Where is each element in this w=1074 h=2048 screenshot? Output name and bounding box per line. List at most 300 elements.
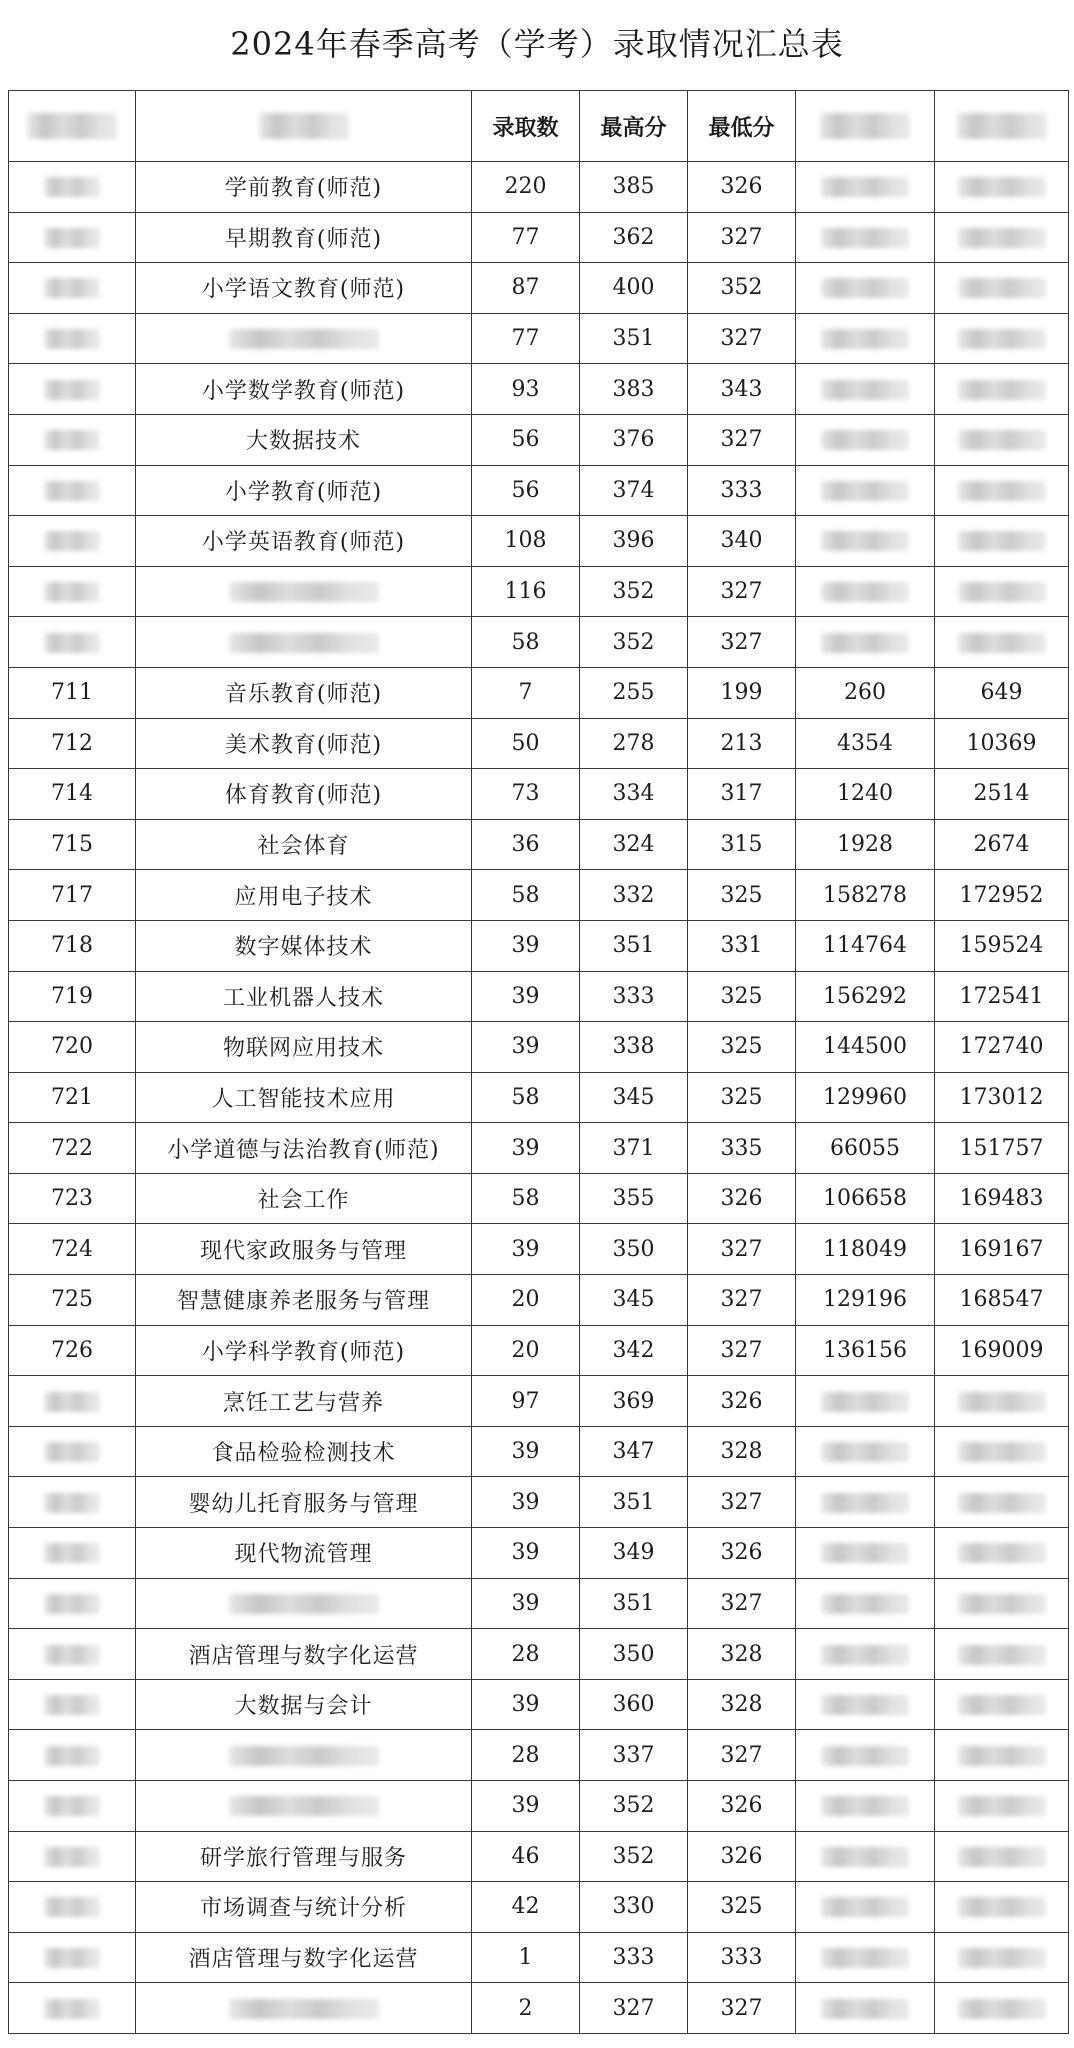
rank-cell-a [796, 1831, 935, 1882]
rank-cell-a [796, 1730, 935, 1781]
redacted-value [821, 278, 909, 298]
admitted-count-cell: 108 [472, 516, 580, 567]
max-score-cell: 349 [580, 1528, 688, 1579]
admissions-table-container [8, 90, 1068, 2034]
rank-cell-b [935, 1831, 1069, 1882]
rank-cell-b [935, 1629, 1069, 1680]
code-cell [9, 1679, 136, 1730]
major-name-cell: 酒店管理与数字化运营 [136, 1932, 472, 1983]
max-score-cell: 355 [580, 1173, 688, 1224]
major-name-cell: 社会工作 [136, 1173, 472, 1224]
rank-cell-b [935, 1781, 1069, 1832]
max-score-cell: 352 [580, 1781, 688, 1832]
redacted-value [44, 1442, 100, 1462]
redacted-value [958, 380, 1046, 400]
admitted-count-cell: 50 [472, 718, 580, 769]
header-cell [136, 91, 472, 162]
rank-cell-a [796, 617, 935, 668]
min-score-cell: 326 [688, 162, 796, 213]
rank-cell-a: 118049 [796, 1224, 935, 1275]
redacted-header [820, 113, 910, 139]
redacted-value [958, 1493, 1046, 1513]
table-row [9, 769, 1069, 820]
max-score-cell: 352 [580, 617, 688, 668]
major-name-cell [136, 566, 472, 617]
max-score-cell: 360 [580, 1679, 688, 1730]
max-score-cell: 332 [580, 870, 688, 921]
code-cell: 724 [9, 1224, 136, 1275]
min-score-cell: 328 [688, 1426, 796, 1477]
rank-cell-b [935, 414, 1069, 465]
rank-cell-a [796, 212, 935, 263]
table-row [9, 313, 1069, 364]
redacted-value [44, 228, 100, 248]
max-score-cell: 351 [580, 1477, 688, 1528]
redacted-value [958, 1392, 1046, 1412]
rank-cell-a [796, 1932, 935, 1983]
admitted-count-cell: 87 [472, 263, 580, 314]
table-row [9, 667, 1069, 718]
redacted-value [229, 329, 379, 349]
code-cell [9, 414, 136, 465]
rank-cell-b: 649 [935, 667, 1069, 718]
min-score-cell: 328 [688, 1679, 796, 1730]
admitted-count-cell: 58 [472, 1072, 580, 1123]
redacted-value [229, 1999, 379, 2019]
redacted-value [958, 1999, 1046, 2019]
table-row [9, 1983, 1069, 2034]
rank-cell-a [796, 162, 935, 213]
rank-cell-a: 129960 [796, 1072, 935, 1123]
redacted-value [44, 1645, 100, 1665]
min-score-cell: 327 [688, 212, 796, 263]
admitted-count-cell: 28 [472, 1730, 580, 1781]
major-name-cell: 学前教育(师范) [136, 162, 472, 213]
redacted-value [821, 1897, 909, 1917]
rank-cell-a [796, 1983, 935, 2034]
rank-cell-a: 114764 [796, 920, 935, 971]
rank-cell-a: 106658 [796, 1173, 935, 1224]
major-name-cell: 小学教育(师范) [136, 465, 472, 516]
major-name-cell: 小学数学教育(师范) [136, 364, 472, 415]
redacted-value [44, 633, 100, 653]
redacted-header [957, 113, 1047, 139]
table-row [9, 414, 1069, 465]
header-cell: 录取数 [472, 91, 580, 162]
rank-cell-b: 169483 [935, 1173, 1069, 1224]
code-cell [9, 1983, 136, 2034]
rank-cell-b: 169167 [935, 1224, 1069, 1275]
max-score-cell: 352 [580, 1831, 688, 1882]
redacted-value [958, 1948, 1046, 1968]
code-cell [9, 1528, 136, 1579]
table-row [9, 920, 1069, 971]
major-name-cell: 工业机器人技术 [136, 971, 472, 1022]
rank-cell-b [935, 1932, 1069, 1983]
code-cell [9, 212, 136, 263]
rank-cell-a [796, 1426, 935, 1477]
redacted-value [44, 177, 100, 197]
code-cell [9, 617, 136, 668]
redacted-value [958, 582, 1046, 602]
rank-cell-b [935, 1528, 1069, 1579]
rank-cell-a [796, 1781, 935, 1832]
redacted-value [821, 582, 909, 602]
rank-cell-b [935, 516, 1069, 567]
major-name-cell [136, 1781, 472, 1832]
max-score-cell: 330 [580, 1882, 688, 1933]
max-score-cell: 351 [580, 1578, 688, 1629]
max-score-cell: 338 [580, 1022, 688, 1073]
major-name-cell: 应用电子技术 [136, 870, 472, 921]
redacted-value [229, 633, 379, 653]
code-cell [9, 1781, 136, 1832]
min-score-cell: 327 [688, 313, 796, 364]
code-cell [9, 313, 136, 364]
redacted-value [821, 177, 909, 197]
rank-cell-b: 159524 [935, 920, 1069, 971]
code-cell: 711 [9, 667, 136, 718]
rank-cell-b [935, 1477, 1069, 1528]
min-score-cell: 327 [688, 1477, 796, 1528]
min-score-cell: 325 [688, 971, 796, 1022]
rank-cell-b [935, 1578, 1069, 1629]
rank-cell-a: 66055 [796, 1123, 935, 1174]
redacted-value [821, 1695, 909, 1715]
code-cell [9, 516, 136, 567]
redacted-value [821, 1594, 909, 1614]
admitted-count-cell: 56 [472, 465, 580, 516]
rank-cell-b [935, 617, 1069, 668]
max-score-cell: 333 [580, 971, 688, 1022]
max-score-cell: 345 [580, 1275, 688, 1326]
rank-cell-b [935, 1882, 1069, 1933]
table-row [9, 870, 1069, 921]
major-name-cell: 大数据与会计 [136, 1679, 472, 1730]
redacted-header [259, 113, 349, 139]
admitted-count-cell: 39 [472, 1123, 580, 1174]
min-score-cell: 327 [688, 566, 796, 617]
rank-cell-a: 1240 [796, 769, 935, 820]
rank-cell-b [935, 1730, 1069, 1781]
code-cell: 721 [9, 1072, 136, 1123]
table-row [9, 718, 1069, 769]
max-score-cell: 374 [580, 465, 688, 516]
code-cell [9, 263, 136, 314]
major-name-cell: 美术教育(师范) [136, 718, 472, 769]
table-row [9, 1932, 1069, 1983]
rank-cell-b [935, 1376, 1069, 1427]
rank-cell-b [935, 162, 1069, 213]
rank-cell-a [796, 1376, 935, 1427]
redacted-value [44, 1392, 100, 1412]
min-score-cell: 325 [688, 870, 796, 921]
max-score-cell: 400 [580, 263, 688, 314]
rank-cell-a: 129196 [796, 1275, 935, 1326]
table-row [9, 1022, 1069, 1073]
major-name-cell: 数字媒体技术 [136, 920, 472, 971]
redacted-value [44, 1543, 100, 1563]
code-cell [9, 162, 136, 213]
redacted-value [958, 228, 1046, 248]
redacted-value [821, 1948, 909, 1968]
admitted-count-cell: 77 [472, 313, 580, 364]
code-cell [9, 566, 136, 617]
code-cell [9, 1831, 136, 1882]
redacted-value [958, 1695, 1046, 1715]
rank-cell-a [796, 414, 935, 465]
admitted-count-cell: 58 [472, 1173, 580, 1224]
min-score-cell: 343 [688, 364, 796, 415]
admitted-count-cell: 28 [472, 1629, 580, 1680]
redacted-value [958, 1594, 1046, 1614]
major-name-cell: 现代物流管理 [136, 1528, 472, 1579]
rank-cell-b: 168547 [935, 1275, 1069, 1326]
major-name-cell: 食品检验检测技术 [136, 1426, 472, 1477]
admitted-count-cell: 39 [472, 1781, 580, 1832]
code-cell: 714 [9, 769, 136, 820]
admitted-count-cell: 39 [472, 1578, 580, 1629]
admitted-count-cell: 2 [472, 1983, 580, 2034]
page-title: 2024年春季高考（学考）录取情况汇总表 [230, 25, 844, 63]
header-cell [796, 91, 935, 162]
min-score-cell: 333 [688, 1932, 796, 1983]
min-score-cell: 352 [688, 263, 796, 314]
code-cell: 720 [9, 1022, 136, 1073]
min-score-cell: 326 [688, 1528, 796, 1579]
redacted-value [44, 1493, 100, 1513]
rank-cell-b: 2514 [935, 769, 1069, 820]
redacted-value [821, 531, 909, 551]
redacted-value [229, 1796, 379, 1816]
major-name-cell: 婴幼儿托育服务与管理 [136, 1477, 472, 1528]
table-row [9, 819, 1069, 870]
code-cell: 723 [9, 1173, 136, 1224]
redacted-value [958, 329, 1046, 349]
max-score-cell: 345 [580, 1072, 688, 1123]
min-score-cell: 326 [688, 1173, 796, 1224]
redacted-value [821, 633, 909, 653]
redacted-value [44, 1847, 100, 1867]
min-score-cell: 327 [688, 1578, 796, 1629]
code-cell [9, 364, 136, 415]
min-score-cell: 326 [688, 1781, 796, 1832]
admitted-count-cell: 1 [472, 1932, 580, 1983]
max-score-cell: 333 [580, 1932, 688, 1983]
admitted-count-cell: 46 [472, 1831, 580, 1882]
max-score-cell: 337 [580, 1730, 688, 1781]
rank-cell-b: 172541 [935, 971, 1069, 1022]
admitted-count-cell: 220 [472, 162, 580, 213]
max-score-cell: 350 [580, 1224, 688, 1275]
redacted-value [44, 430, 100, 450]
min-score-cell: 327 [688, 1275, 796, 1326]
table-row [9, 1224, 1069, 1275]
rank-cell-a: 136156 [796, 1325, 935, 1376]
max-score-cell: 334 [580, 769, 688, 820]
major-name-cell: 酒店管理与数字化运营 [136, 1629, 472, 1680]
table-row [9, 1275, 1069, 1326]
code-cell [9, 1730, 136, 1781]
rank-cell-b: 172952 [935, 870, 1069, 921]
redacted-value [44, 329, 100, 349]
redacted-value [229, 1594, 379, 1614]
max-score-cell: 362 [580, 212, 688, 263]
header-cell: 最高分 [580, 91, 688, 162]
rank-cell-b [935, 313, 1069, 364]
table-row [9, 617, 1069, 668]
table-row [9, 1376, 1069, 1427]
major-name-cell: 现代家政服务与管理 [136, 1224, 472, 1275]
rank-cell-b: 172740 [935, 1022, 1069, 1073]
redacted-value [958, 1897, 1046, 1917]
major-name-cell: 烹饪工艺与营养 [136, 1376, 472, 1427]
redacted-value [821, 1796, 909, 1816]
rank-cell-a [796, 516, 935, 567]
table-row [9, 162, 1069, 213]
code-cell [9, 1629, 136, 1680]
min-score-cell: 340 [688, 516, 796, 567]
redacted-value [821, 430, 909, 450]
admitted-count-cell: 77 [472, 212, 580, 263]
rank-cell-b [935, 566, 1069, 617]
major-name-cell: 小学英语教育(师范) [136, 516, 472, 567]
table-row [9, 971, 1069, 1022]
header-cell [935, 91, 1069, 162]
max-score-cell: 255 [580, 667, 688, 718]
major-name-cell [136, 313, 472, 364]
max-score-cell: 371 [580, 1123, 688, 1174]
rank-cell-a: 4354 [796, 718, 935, 769]
rank-cell-a [796, 263, 935, 314]
redacted-value [821, 329, 909, 349]
min-score-cell: 317 [688, 769, 796, 820]
redacted-value [44, 1999, 100, 2019]
redacted-value [958, 278, 1046, 298]
redacted-header [27, 113, 117, 139]
redacted-value [958, 1442, 1046, 1462]
rank-cell-b [935, 263, 1069, 314]
admitted-count-cell: 58 [472, 617, 580, 668]
admitted-count-cell: 39 [472, 971, 580, 1022]
redacted-value [958, 1796, 1046, 1816]
code-cell: 719 [9, 971, 136, 1022]
min-score-cell: 327 [688, 1983, 796, 2034]
redacted-value [958, 481, 1046, 501]
redacted-value [44, 1796, 100, 1816]
max-score-cell: 278 [580, 718, 688, 769]
rank-cell-b [935, 1426, 1069, 1477]
redacted-value [958, 1746, 1046, 1766]
redacted-value [44, 1897, 100, 1917]
min-score-cell: 327 [688, 1325, 796, 1376]
rank-cell-a [796, 364, 935, 415]
min-score-cell: 325 [688, 1072, 796, 1123]
code-cell: 726 [9, 1325, 136, 1376]
redacted-value [958, 1847, 1046, 1867]
admitted-count-cell: 39 [472, 1477, 580, 1528]
major-name-cell: 社会体育 [136, 819, 472, 870]
code-cell: 718 [9, 920, 136, 971]
min-score-cell: 327 [688, 1224, 796, 1275]
admitted-count-cell: 20 [472, 1325, 580, 1376]
redacted-value [821, 1493, 909, 1513]
table-row [9, 1679, 1069, 1730]
major-name-cell: 市场调查与统计分析 [136, 1882, 472, 1933]
max-score-cell: 324 [580, 819, 688, 870]
redacted-value [821, 1746, 909, 1766]
major-name-cell: 早期教育(师范) [136, 212, 472, 263]
code-cell [9, 1882, 136, 1933]
admitted-count-cell: 93 [472, 364, 580, 415]
min-score-cell: 335 [688, 1123, 796, 1174]
redacted-value [44, 278, 100, 298]
major-name-cell [136, 1578, 472, 1629]
table-row [9, 1477, 1069, 1528]
major-name-cell [136, 1983, 472, 2034]
redacted-value [821, 228, 909, 248]
redacted-value [229, 1746, 379, 1766]
rank-cell-b: 173012 [935, 1072, 1069, 1123]
redacted-value [821, 481, 909, 501]
redacted-value [44, 531, 100, 551]
redacted-value [821, 1442, 909, 1462]
table-row [9, 1528, 1069, 1579]
redacted-value [44, 380, 100, 400]
table-row [9, 1325, 1069, 1376]
max-score-cell: 342 [580, 1325, 688, 1376]
code-cell [9, 1932, 136, 1983]
max-score-cell: 347 [580, 1426, 688, 1477]
redacted-value [44, 1695, 100, 1715]
admitted-count-cell: 36 [472, 819, 580, 870]
code-cell: 717 [9, 870, 136, 921]
rank-cell-a [796, 1578, 935, 1629]
admissions-table [8, 90, 1069, 2034]
min-score-cell: 327 [688, 414, 796, 465]
admitted-count-cell: 42 [472, 1882, 580, 1933]
rank-cell-b [935, 1679, 1069, 1730]
redacted-value [229, 582, 379, 602]
header-cell: 最低分 [688, 91, 796, 162]
max-score-cell: 351 [580, 313, 688, 364]
table-row [9, 1072, 1069, 1123]
redacted-value [958, 1645, 1046, 1665]
major-name-cell: 大数据技术 [136, 414, 472, 465]
redacted-value [958, 1543, 1046, 1563]
code-cell [9, 1376, 136, 1427]
table-row [9, 212, 1069, 263]
min-score-cell: 328 [688, 1629, 796, 1680]
table-row [9, 1123, 1069, 1174]
rank-cell-b [935, 1983, 1069, 2034]
max-score-cell: 383 [580, 364, 688, 415]
header-row [9, 91, 1069, 162]
redacted-value [44, 1948, 100, 1968]
admitted-count-cell: 7 [472, 667, 580, 718]
min-score-cell: 326 [688, 1831, 796, 1882]
max-score-cell: 385 [580, 162, 688, 213]
rank-cell-b: 151757 [935, 1123, 1069, 1174]
code-cell [9, 1426, 136, 1477]
rank-cell-b [935, 212, 1069, 263]
table-row [9, 1629, 1069, 1680]
major-name-cell: 音乐教育(师范) [136, 667, 472, 718]
redacted-value [958, 177, 1046, 197]
rank-cell-a: 1928 [796, 819, 935, 870]
header-cell [9, 91, 136, 162]
major-name-cell: 体育教育(师范) [136, 769, 472, 820]
